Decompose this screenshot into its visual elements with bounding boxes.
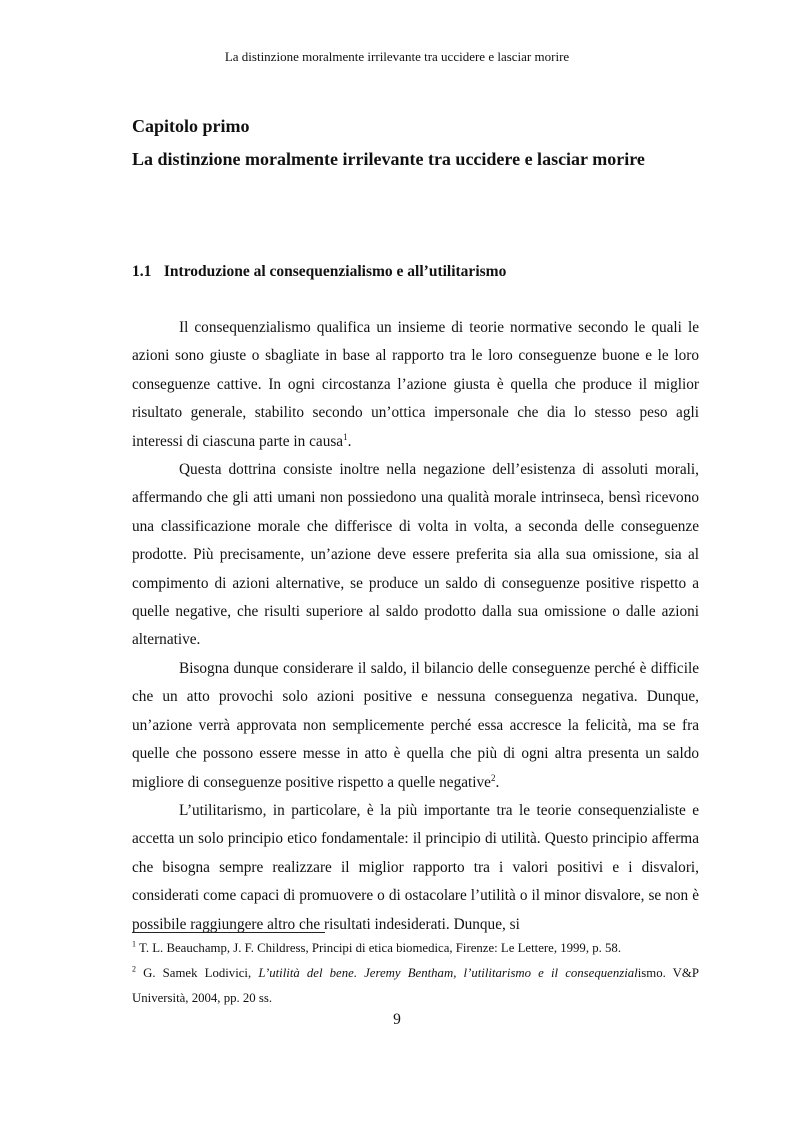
footnote-separator bbox=[132, 932, 325, 933]
chapter-title: La distinzione moralmente irrilevante tra uccidere e lasciar morire bbox=[132, 149, 645, 169]
page-number: 9 bbox=[393, 1011, 401, 1028]
body-text bbox=[132, 314, 699, 939]
paragraph-text: Questa dottrina consiste inoltre nella negazione dell’esistenza di assoluti morali, affermando che gli atti umani non possiedono una qualità morale intrinseca, bensì ricevono una classificazione morale che differisce di volta in volta, a seconda delle conseguenze prodotte. Più precisamente, un’azione deve essere preferita sia alla sua omissione, sia al compimento di azioni alternative, se produce un saldo di conseguenze positive rispetto a quelle negative, che risulti superiore al saldo prodotto dalla sua omissione o dalle azioni alternative. bbox=[132, 461, 699, 649]
paragraph bbox=[132, 314, 699, 456]
footnote-author: G. Samek Lodivici, bbox=[143, 966, 252, 980]
footnote-text: T. L. Beauchamp, J. F. Childress, Principi di etica biomedica, Firenze: Le Lettere, 1999, p. 58. bbox=[138, 941, 622, 955]
footnote-title: L’utilità del bene. Jeremy Bentham, l’utilitarismo e il consequenzial bbox=[258, 966, 638, 980]
footnote bbox=[132, 961, 699, 1011]
section-number: 1.1 bbox=[132, 263, 152, 280]
section-title: Introduzione al consequenzialismo e all’utilitarismo bbox=[163, 263, 507, 280]
paragraph bbox=[132, 456, 699, 655]
footnote-number: 2 bbox=[132, 964, 136, 974]
footnote-number: 1 bbox=[132, 939, 136, 949]
paragraph-text: L’utilitarismo, in particolare, è la più importante tra le teorie consequenzialiste e accetta un solo principio etico fondamentale: il principio di utilità. Questo principio afferma che bisogna sempre realizzare il miglior rapporto tra i valori positivi e i disvalori, considerati come capaci di promuovere o di ostacolare l’utilità o il minor disvalore, se non è possibile raggiungere altro che risultati indesiderati. Dunque, si bbox=[132, 801, 699, 933]
footnotes bbox=[132, 936, 699, 1011]
paragraph-text-end: . bbox=[347, 432, 352, 450]
paragraph bbox=[132, 797, 699, 939]
paragraph bbox=[132, 655, 699, 797]
paragraph-text: Il consequenzialismo qualifica un insieme di teorie normative secondo le quali le azioni sono giuste o sbagliate in base al rapporto tra le loro conseguenze buone e le loro conseguenze cattive. In ogni circostanza l’azione giusta è quella che produce il miglior risultato generale, stabilito secondo un’ottica impersonale che dia lo stesso peso agli interessi di ciascuna parte in causa bbox=[132, 319, 699, 450]
footnote-ref: 1 bbox=[343, 431, 348, 442]
chapter-label: Capitolo primo bbox=[132, 116, 250, 136]
running-head: La distinzione moralmente irrilevante tra uccidere e lasciar morire bbox=[224, 49, 570, 64]
footnote bbox=[132, 936, 699, 961]
footnote-ref: 2 bbox=[490, 772, 496, 783]
paragraph-text: Bisogna dunque considerare il saldo, il bilancio delle conseguenze perché è difficile che un atto provochi solo azioni positive e nessuna conseguenza negativa. Dunque, un’azione verrà approvata non semplicemente perché essa accresce la felicità, ma se fra quelle che possono essere messe in atto è quella che più di ogni altra presenta un saldo migliore di conseguenze positive rispetto a quelle negative bbox=[132, 659, 699, 791]
footnote-text: ismo. V&P Università, 2004, pp. 20 ss. bbox=[132, 966, 699, 1005]
section-heading bbox=[132, 263, 506, 281]
paragraph-text-end: . bbox=[495, 773, 500, 791]
